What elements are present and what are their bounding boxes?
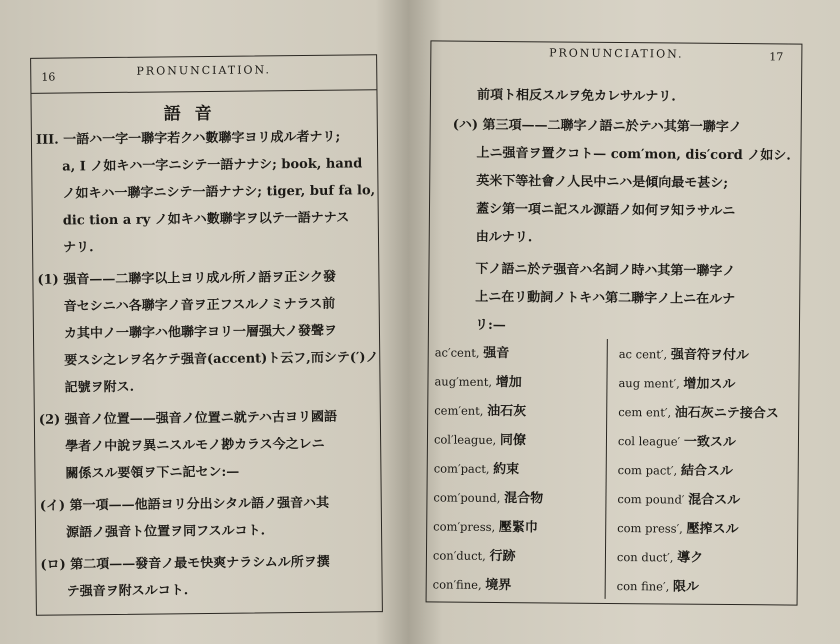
word-entry (618, 459, 733, 479)
word-english: com pact′, (617, 463, 681, 478)
word-japanese: 壓搾スル (686, 521, 739, 538)
word-english: con fine′, (616, 579, 673, 594)
text-line: テ强音ヲ附スルコト. (66, 583, 189, 600)
word-entry (434, 399, 526, 419)
word-entry (434, 370, 521, 390)
right-page-number: 17 (769, 50, 784, 64)
word-english: cem′ent, (434, 403, 488, 418)
left-running-header (31, 55, 376, 94)
right-running-header (431, 41, 801, 66)
right-page (408, 0, 840, 644)
word-japanese: 强音符ヲ付ル (670, 347, 749, 364)
word-english: con′fine, (432, 577, 486, 592)
word-entry (433, 486, 543, 506)
word-japanese: 限ル (672, 579, 700, 595)
word-entry (617, 546, 703, 566)
text-line: ナリ. (63, 240, 94, 256)
word-english: ac cent′, (618, 347, 671, 362)
right-running-title: PRONUNCIATION. (549, 46, 684, 61)
word-english: ac′cent, (434, 345, 484, 360)
text-line: 前項ト相反スルヲ免カレサルナリ. (476, 87, 676, 105)
left-page-frame (30, 54, 383, 616)
word-japanese: 一致スル (683, 434, 736, 451)
word-japanese: 導ク (677, 550, 704, 566)
word-english: col league′ (617, 434, 684, 449)
text-line: 學者ノ中說ヲ異ニスルモノ尠カラス今之レニ (65, 436, 325, 455)
word-entry (618, 430, 736, 450)
word-english: com pound′ (617, 492, 689, 507)
word-entry (619, 343, 749, 363)
text-line: (イ) 第一項——他語ヨリ分出シタル語ノ强音ハ其 (39, 495, 330, 514)
word-english: com′pound, (433, 490, 505, 506)
word-japanese: 混合スル (688, 492, 741, 509)
word-entry (435, 341, 510, 361)
text-line: a, I ノ如キハ一字ニシテ一語ナナシ; book, hand (62, 156, 363, 175)
word-japanese: 壓緊巾 (498, 520, 538, 536)
word-entry (617, 517, 739, 537)
word-entry (434, 428, 526, 448)
word-entry (433, 544, 516, 564)
right-page-frame (426, 40, 803, 605)
word-entry (617, 575, 699, 595)
text-line: 要スシ之レヲ名ケテ强音(accent)ト云フ,而シテ(′)ノ (64, 350, 379, 369)
left-page (0, 0, 408, 644)
word-japanese: 增加スル (683, 376, 736, 393)
text-line: カ其中ノ一聯字ハ他聯字ヨリ一層强大ノ發聲ヲ (63, 323, 338, 342)
text-line: 關係スル要領ヲ下ニ記セン:— (65, 464, 240, 482)
left-page-number: 16 (41, 70, 56, 84)
word-japanese: 結合スル (680, 463, 733, 480)
word-entry (433, 573, 512, 593)
text-line: dic tion a ry ノ如キハ數聯字ヲ以テ一語ナナス (62, 210, 350, 229)
text-line: III. 一語ハ一字一聯字若クハ數聯字ヨリ成ル者ナリ; (35, 129, 341, 148)
word-entry (434, 457, 520, 477)
word-english: com′press, (433, 519, 499, 535)
text-line: (2) 强音ノ位置——强音ノ位置ニ就テハ古ヨリ國語 (38, 409, 338, 428)
word-english: com′pact, (433, 461, 494, 476)
word-english: aug ment′, (618, 376, 684, 391)
word-japanese: 行跡 (489, 548, 516, 565)
word-english: con′duct, (432, 548, 490, 563)
word-english: col′league, (433, 432, 500, 448)
word-japanese: 强音 (483, 345, 510, 362)
word-entry (618, 401, 779, 421)
word-english: com press′, (617, 521, 687, 536)
text-line: 上ニ强音ヲ置クコト— com′mon, dis′cord ノ如シ. (476, 145, 791, 164)
left-running-title: PRONUNCIATION. (136, 63, 272, 78)
text-line: 上ニ在リ動詞ノトキハ第二聯字ノ上ニ在ルナ (475, 289, 736, 308)
text-line: 由ルナリ. (475, 229, 533, 246)
word-english: aug′ment, (434, 374, 496, 389)
text-line: ノ如キハ一聯字ニシテ一語ナナシ; tiger, buf fa lo, (62, 183, 376, 202)
word-english: cem ent′, (618, 405, 675, 420)
text-line: (ハ) 第三項——二聯字ノ語ニ於テハ其第一聯字ノ (452, 117, 742, 136)
word-japanese: 混合物 (504, 491, 544, 507)
text-line: 源語ノ强音ト位置ヲ同フスルコト. (65, 523, 266, 541)
text-line: 英米下等社會ノ人民中ニハ是傾向最モ甚シ; (476, 173, 729, 191)
word-japanese: 增加 (495, 374, 522, 391)
text-line: リ:— (474, 317, 506, 334)
text-line: 下ノ語ニ於テ强音ハ名詞ノ時ハ其第一聯字ノ (475, 261, 736, 280)
word-entry (617, 488, 740, 508)
word-entry (433, 515, 538, 535)
word-japanese: 油石灰 (487, 403, 527, 420)
text-line: 音セシニハ各聯字ノ音ヲ正フスルノミナラス前 (63, 296, 336, 315)
word-entry (618, 372, 735, 392)
word-japanese: 約束 (493, 461, 520, 478)
word-english: con duct′, (616, 550, 678, 565)
section-title: 語音 (163, 103, 226, 125)
text-line: (1) 强音——二聯字以上ヨリ成ル所ノ語ヲ正シク發 (37, 269, 337, 288)
column-divider (605, 339, 608, 599)
text-line: 蓋シ第一項ニ記スル源語ノ如何ヲ知ラサルニ (475, 201, 736, 220)
word-japanese: 境界 (485, 577, 512, 594)
text-line: 記號ヲ附ス. (64, 379, 135, 396)
word-japanese: 油石灰ニテ接合ス (674, 405, 779, 422)
word-japanese: 同僚 (499, 433, 526, 449)
text-line: (ロ) 第二項——發音ノ最モ快爽ナラシムル所ヲ撰 (40, 554, 330, 573)
